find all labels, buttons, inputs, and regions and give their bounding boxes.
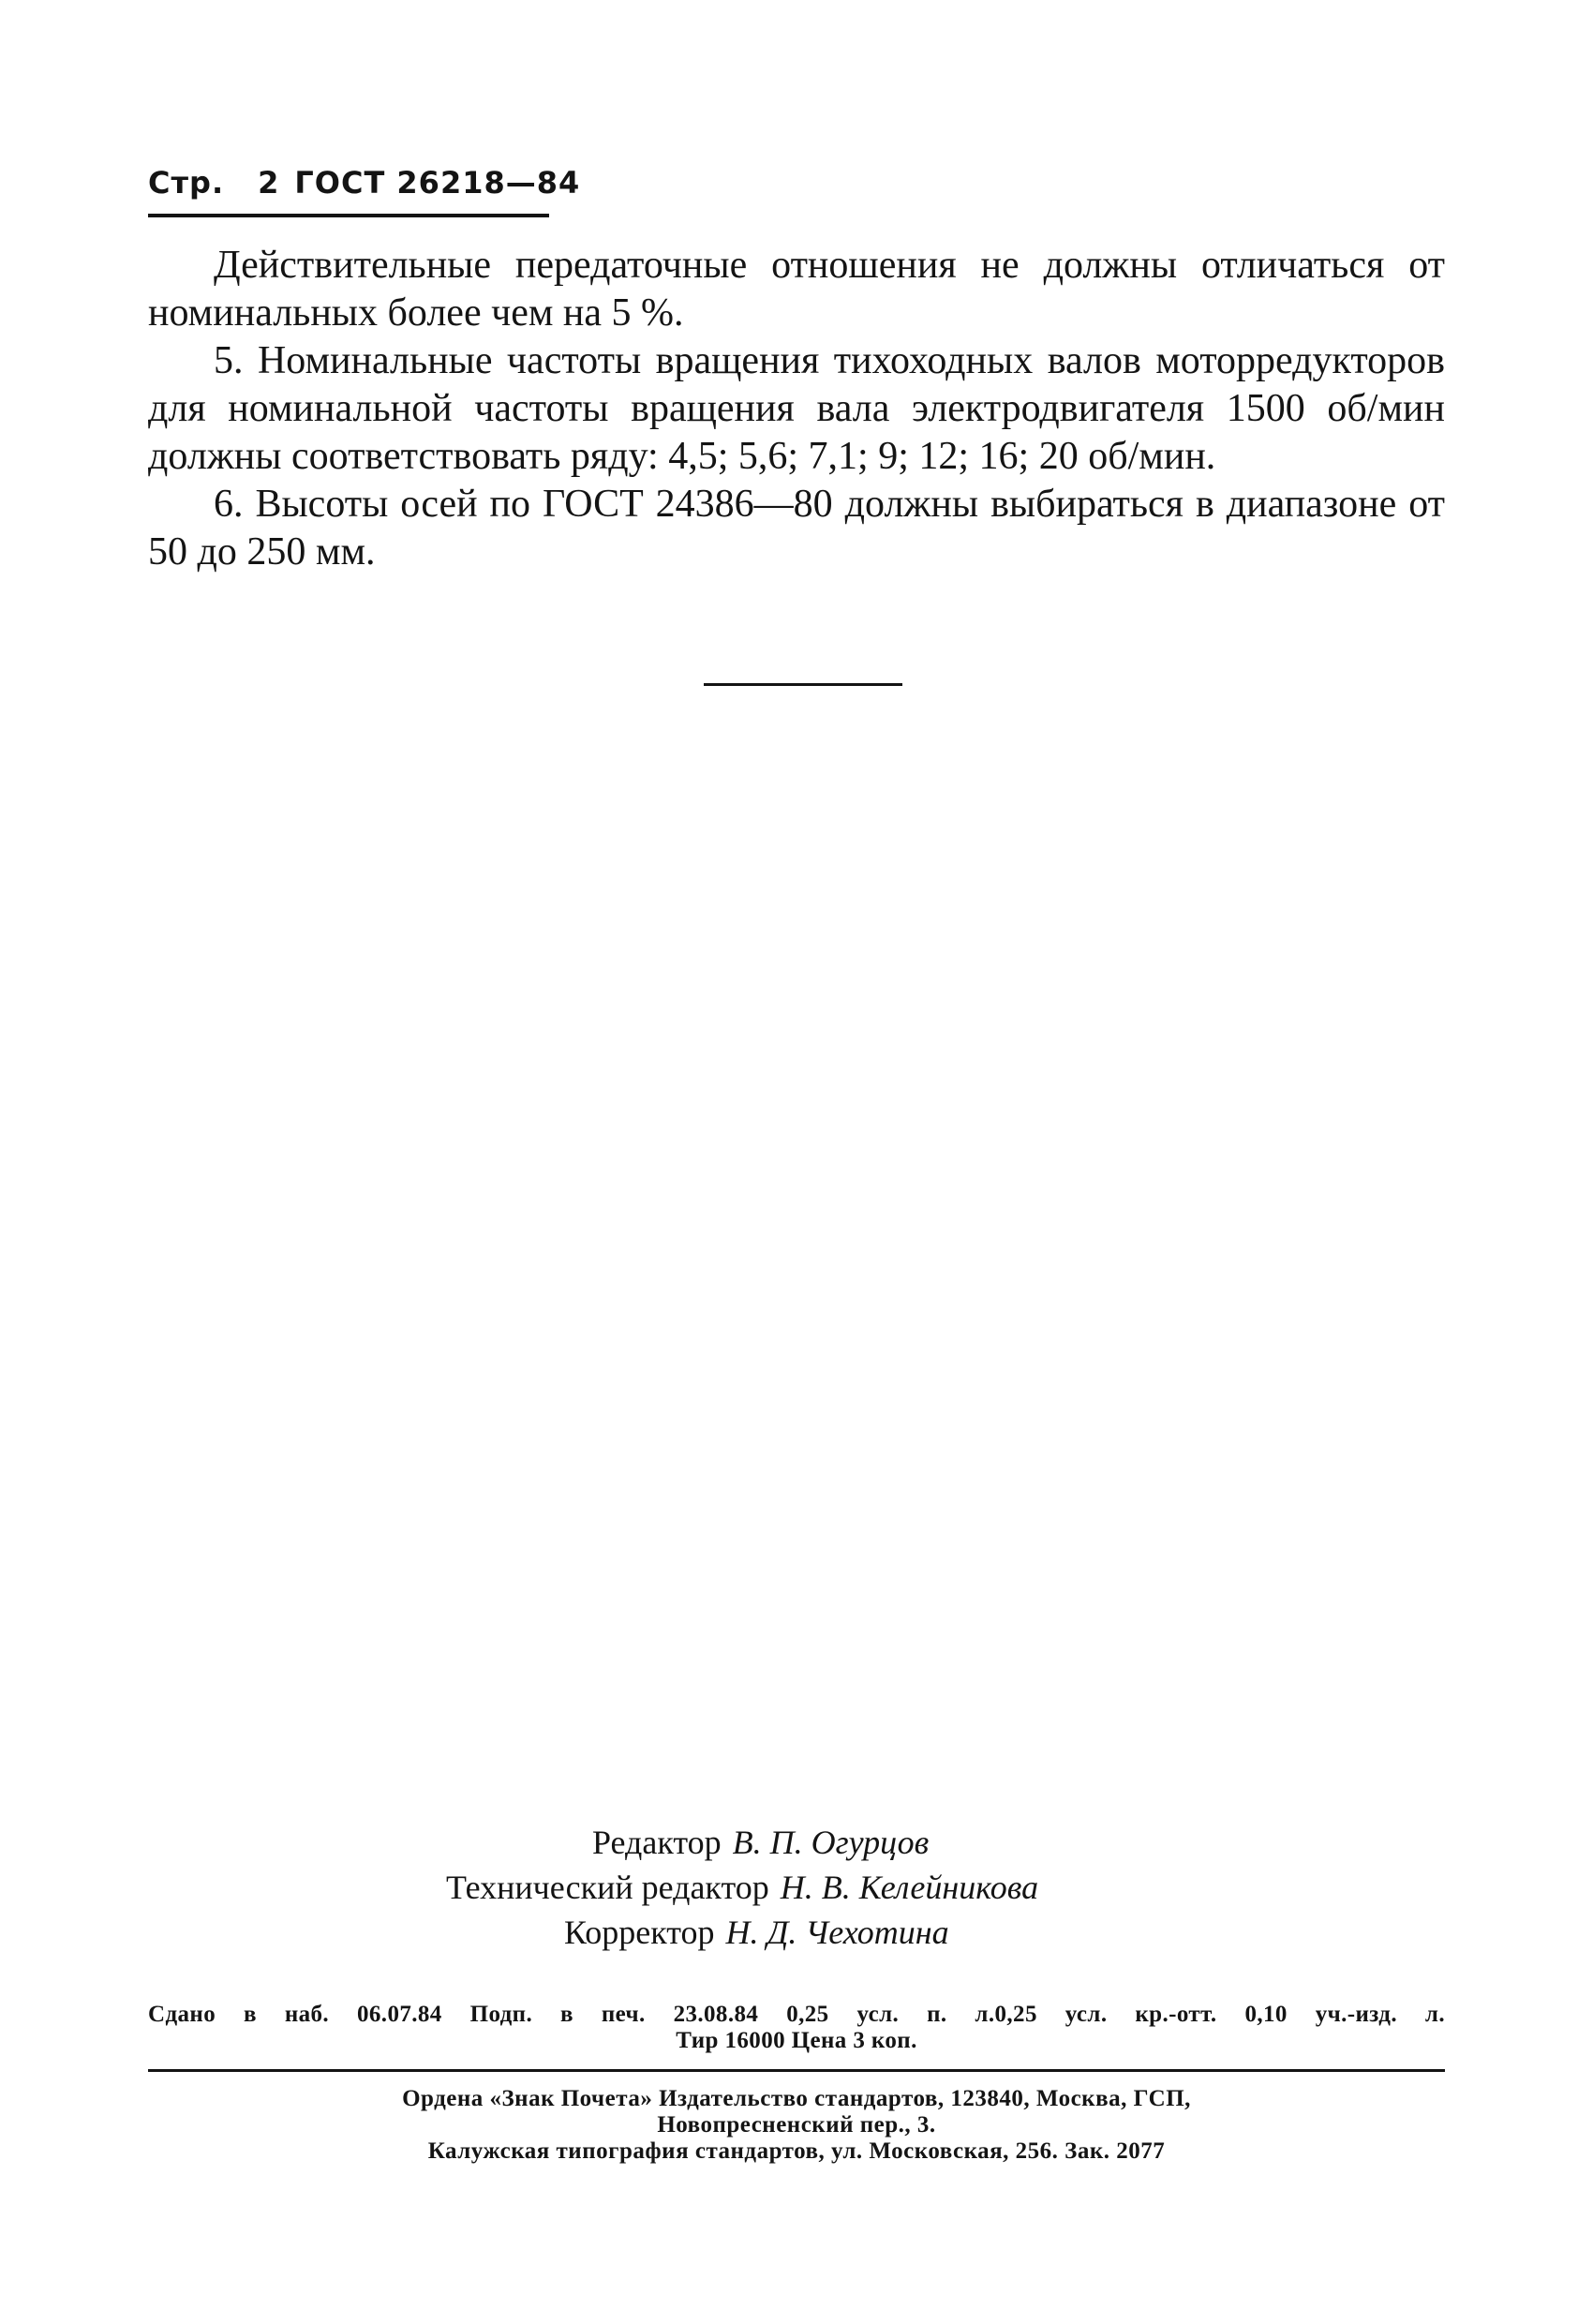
standard-designation: ГОСТ 26218—84 <box>294 165 581 201</box>
publisher-line-3: Калужская типография стандартов, ул. Московская, 256. Зак. 2077 <box>427 2138 1166 2164</box>
body-text <box>148 242 1445 576</box>
page-label: Стр. <box>148 165 225 201</box>
corrector-role: Корректор <box>564 1914 715 1951</box>
imprint-rule <box>148 2069 1445 2072</box>
corrector-name: Н. Д. Чехотина <box>725 1914 949 1951</box>
page-number: 2 <box>258 165 280 201</box>
header-rule <box>148 214 549 217</box>
paragraph-ratio-tolerance: Действительные передаточные отношения не должны отличаться от номинальных более чем на 5 %. <box>148 244 1445 335</box>
page-header <box>148 165 580 201</box>
credit-editor <box>592 1820 1593 1865</box>
paragraph-item-5: 5. Номинальные частоты вращения тихоходных валов моторредукторов для номинальной частоты вращения вала электродвигателя 1500 об/мин должны соответствовать ряду: 4,5; 5,6; 7,1; 9; 12; 16; 20 об/мин. <box>148 339 1445 478</box>
print-imprint <box>148 2002 1445 2054</box>
publisher-block <box>148 2086 1445 2165</box>
tech-editor-role: Технический редактор <box>446 1869 769 1906</box>
credit-tech-editor <box>446 1865 1593 1910</box>
publisher-line-2: Новопресненский пер., 3. <box>657 2112 936 2138</box>
editor-role: Редактор <box>592 1824 722 1861</box>
editor-name: В. П. Огурцов <box>732 1824 930 1861</box>
paragraph-item-6: 6. Высоты осей по ГОСТ 24386—80 должны выбираться в диапазоне от 50 до 250 мм. <box>148 483 1445 574</box>
credit-corrector <box>564 1910 1593 1955</box>
publisher-line-1: Ордена «Знак Почета» Издательство стандартов, 123840, Москва, ГСП, <box>402 2086 1191 2111</box>
imprint-line-dates: Сдано в наб. 06.07.84 Подп. в печ. 23.08.84 0,25 усл. п. л.0,25 усл. кр.-отт. 0,10 уч.-изд. л. <box>148 2002 1445 2027</box>
tech-editor-name: Н. В. Келейникова <box>780 1869 1039 1906</box>
section-end-rule <box>704 683 902 686</box>
imprint-line-circulation: Тир 16000 Цена 3 коп. <box>676 2028 917 2053</box>
credits-block <box>0 1820 1593 1955</box>
